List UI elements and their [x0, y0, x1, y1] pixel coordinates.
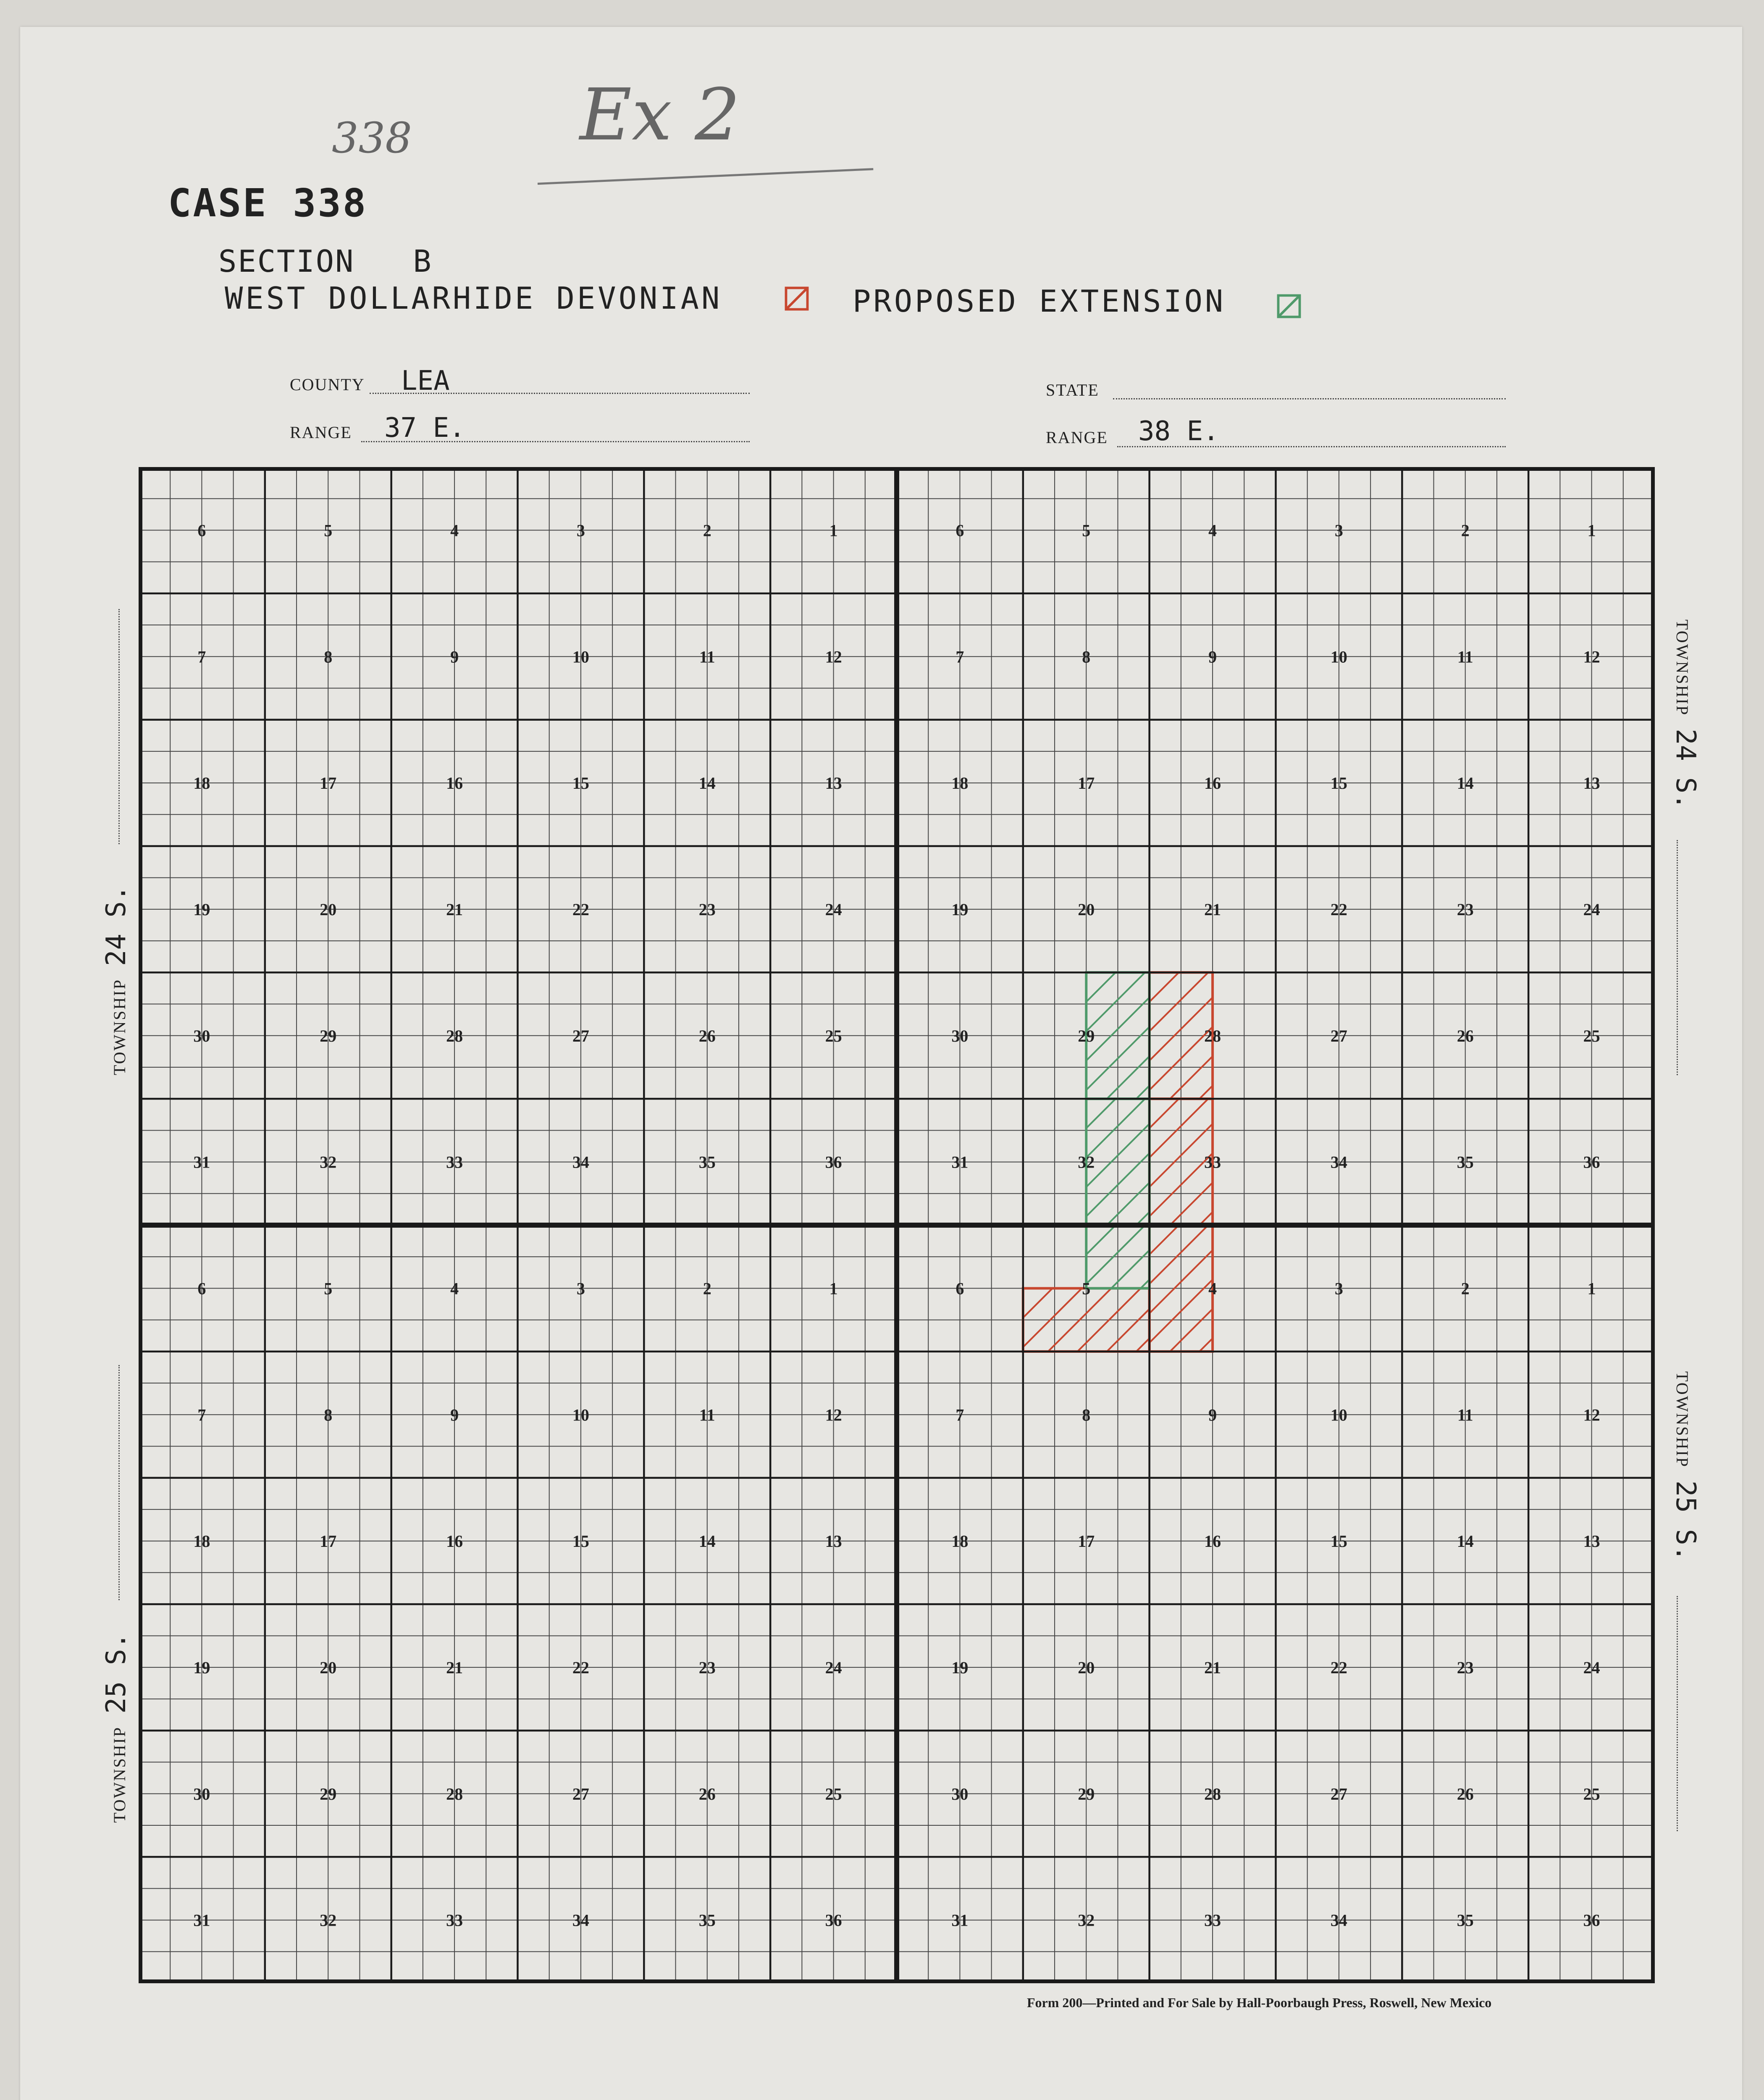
section-number: 30 — [193, 1784, 210, 1803]
section-number: 32 — [320, 1911, 337, 1930]
section-number: 16 — [446, 774, 463, 793]
section-number: 22 — [572, 1658, 589, 1677]
section-number: 17 — [320, 1532, 337, 1551]
section-number: 25 — [825, 1026, 842, 1045]
township-plat-grid — [139, 467, 1655, 1983]
section-number: 7 — [956, 1405, 964, 1425]
section-number: 28 — [1204, 1784, 1221, 1803]
section-number: 12 — [825, 1405, 842, 1425]
section-number: 21 — [1204, 1658, 1221, 1677]
section-number: 32 — [1078, 1152, 1095, 1172]
pool-name: WEST DOLLARHIDE DEVONIAN — [225, 281, 722, 316]
township-word: TOWNSHIP — [110, 1726, 129, 1823]
section-number: 22 — [1330, 1658, 1347, 1677]
section-number: 14 — [1457, 1532, 1474, 1551]
section-number: 19 — [193, 900, 210, 919]
section-number: 29 — [320, 1026, 337, 1045]
section-number: 11 — [699, 647, 715, 667]
section-number: 20 — [320, 1658, 337, 1677]
township-line-left-top — [118, 609, 120, 844]
range-value-left: 37 E. — [384, 412, 465, 444]
township-word: TOWNSHIP — [1673, 1371, 1692, 1468]
section-number: 33 — [1204, 1911, 1221, 1930]
section-number: 16 — [1204, 1532, 1221, 1551]
section-number: 28 — [1204, 1026, 1221, 1045]
section-number: 15 — [1330, 1532, 1347, 1551]
section-number: 11 — [1457, 647, 1473, 667]
section-number: 23 — [698, 900, 716, 919]
section-number: 19 — [193, 1658, 210, 1677]
section-number: 29 — [320, 1784, 337, 1803]
section-number: 19 — [951, 900, 969, 919]
section-number: 25 — [1583, 1026, 1600, 1045]
section-number: 9 — [1208, 1405, 1217, 1425]
section-number: 20 — [1078, 1658, 1095, 1677]
section-number: 27 — [572, 1026, 589, 1045]
section-number: 6 — [956, 521, 964, 540]
section-number: 23 — [1457, 900, 1474, 919]
section-number: 31 — [193, 1911, 210, 1930]
section-number: 30 — [193, 1026, 210, 1045]
section-number: 15 — [1330, 774, 1347, 793]
section-number: 9 — [1208, 647, 1217, 667]
section-number: 22 — [572, 900, 589, 919]
section-number: 19 — [951, 1658, 969, 1677]
section-number: 33 — [446, 1152, 463, 1172]
section-number: 25 — [1583, 1784, 1600, 1803]
section-number: 18 — [951, 774, 969, 793]
township-line-right-bottom — [1677, 1596, 1678, 1831]
section-number: 26 — [1457, 1026, 1474, 1045]
section-number: 11 — [1457, 1405, 1473, 1425]
township-number: 25 S. — [101, 1633, 132, 1714]
section-number: 10 — [572, 647, 589, 667]
section-number: 20 — [1078, 900, 1095, 919]
section-number: 34 — [572, 1911, 589, 1930]
section-number: 34 — [572, 1152, 589, 1172]
section-number: 32 — [1078, 1911, 1095, 1930]
section-number: 36 — [1583, 1911, 1600, 1930]
state-line — [1113, 398, 1506, 399]
section-number: 35 — [1457, 1911, 1474, 1930]
township-word: TOWNSHIP — [1673, 620, 1692, 716]
section-number: 6 — [956, 1279, 964, 1298]
existing-pool-legend-swatch — [785, 286, 809, 311]
section-number: 27 — [572, 1784, 589, 1803]
section-number: 17 — [320, 774, 337, 793]
extension-label: PROPOSED EXTENSION — [853, 284, 1226, 319]
section-number: 3 — [1334, 1279, 1343, 1298]
section-number: 8 — [324, 1405, 333, 1425]
township-line-right-top — [1677, 840, 1678, 1075]
section-number: 4 — [1208, 521, 1217, 540]
section-number: 15 — [572, 774, 589, 793]
section-number: 29 — [1078, 1026, 1095, 1045]
section-number: 26 — [698, 1784, 716, 1803]
section-number: 34 — [1330, 1911, 1347, 1930]
section-number: 24 — [825, 900, 842, 919]
section-number: 35 — [1457, 1152, 1474, 1172]
range-value-right: 38 E. — [1138, 416, 1219, 447]
township-label-right-top — [1670, 620, 1701, 810]
township-line-left-bottom — [118, 1365, 120, 1600]
section-number: 16 — [446, 1532, 463, 1551]
section-number: 5 — [324, 521, 333, 540]
section-number: 18 — [193, 1532, 210, 1551]
case-title: CASE 338 — [168, 181, 368, 226]
section-number: 25 — [825, 1784, 842, 1803]
section-number: 23 — [698, 1658, 716, 1677]
township-number: 24 S. — [1670, 728, 1701, 810]
section-number: 29 — [1078, 1784, 1095, 1803]
section-number: 6 — [197, 1279, 206, 1298]
section-number: 2 — [1461, 521, 1470, 540]
section-number: 5 — [1082, 521, 1091, 540]
section-number: 16 — [1204, 774, 1221, 793]
section-number: 10 — [572, 1405, 589, 1425]
section-number: 20 — [320, 900, 337, 919]
printer-note: Form 200—Printed and For Sale by Hall-Poorbaugh Press, Roswell, New Mexico — [1027, 1995, 1492, 2010]
section-number: 1 — [1587, 521, 1596, 540]
section-number: 2 — [703, 1279, 711, 1298]
section-number: 21 — [446, 1658, 463, 1677]
township-number: 24 S. — [101, 885, 132, 966]
section-number: 4 — [1208, 1279, 1217, 1298]
section-number: 36 — [825, 1152, 842, 1172]
section-lines — [139, 467, 1655, 1983]
county-label: COUNTY — [290, 375, 365, 394]
section-number: 4 — [450, 521, 459, 540]
section-number: 6 — [197, 521, 206, 540]
section-number: 1 — [829, 1279, 838, 1298]
township-label-left-top — [101, 885, 132, 1075]
section-number: 35 — [698, 1152, 716, 1172]
section-number: 27 — [1330, 1026, 1347, 1045]
section-number: 30 — [951, 1026, 969, 1045]
section-number: 28 — [446, 1784, 463, 1803]
county-value: LEA — [401, 365, 450, 396]
section-number: 34 — [1330, 1152, 1347, 1172]
section-number: 14 — [698, 774, 716, 793]
section-number: 36 — [825, 1911, 842, 1930]
section-number: 15 — [572, 1532, 589, 1551]
section-number: 9 — [450, 647, 459, 667]
section-number: 36 — [1583, 1152, 1600, 1172]
section-number: 14 — [698, 1532, 716, 1551]
section-number: 13 — [1583, 1532, 1600, 1551]
township-word: TOWNSHIP — [110, 979, 129, 1075]
section-number: 28 — [446, 1026, 463, 1045]
handwritten-exhibit-label: Ex 2 — [580, 74, 740, 157]
section-number: 17 — [1078, 1532, 1095, 1551]
section-number: 2 — [703, 521, 711, 540]
section-number: 11 — [699, 1405, 715, 1425]
section-number: 3 — [1334, 521, 1343, 540]
section-number: 7 — [956, 647, 964, 667]
section-number: 31 — [193, 1152, 210, 1172]
section-number: 27 — [1330, 1784, 1347, 1803]
section-number: 8 — [324, 647, 333, 667]
section-number: 2 — [1461, 1279, 1470, 1298]
section-number: 5 — [324, 1279, 333, 1298]
range-line-left — [361, 441, 750, 442]
proposed-extension-legend-swatch — [1277, 294, 1301, 318]
range-label-left: RANGE — [290, 423, 352, 442]
section-number: 30 — [951, 1784, 969, 1803]
section-number: 24 — [1583, 900, 1600, 919]
section-number: 7 — [197, 1405, 206, 1425]
section-number: 35 — [698, 1911, 716, 1930]
section-number: 10 — [1330, 647, 1347, 667]
section-number: 12 — [1583, 1405, 1600, 1425]
range-line-right — [1117, 446, 1506, 447]
section-number: 23 — [1457, 1658, 1474, 1677]
section-label: SECTION B — [218, 244, 433, 279]
section-number: 14 — [1457, 774, 1474, 793]
section-number: 8 — [1082, 1405, 1091, 1425]
township-label-left-bottom — [101, 1633, 132, 1823]
section-number: 31 — [951, 1911, 969, 1930]
section-number: 13 — [1583, 774, 1600, 793]
section-number: 32 — [320, 1152, 337, 1172]
section-number: 17 — [1078, 774, 1095, 793]
section-number: 12 — [825, 647, 842, 667]
county-line — [370, 393, 750, 394]
section-number: 4 — [450, 1279, 459, 1298]
section-number: 8 — [1082, 647, 1091, 667]
section-number: 1 — [1587, 1279, 1596, 1298]
handwritten-case-number: 338 — [332, 113, 412, 163]
section-number: 3 — [576, 1279, 585, 1298]
section-number: 18 — [951, 1532, 969, 1551]
township-number: 25 S. — [1670, 1480, 1701, 1562]
section-number: 33 — [1204, 1152, 1221, 1172]
section-number: 5 — [1082, 1279, 1091, 1298]
section-number: 24 — [1583, 1658, 1600, 1677]
range-label-right: RANGE — [1046, 428, 1108, 447]
section-number: 1 — [829, 521, 838, 540]
section-number: 24 — [825, 1658, 842, 1677]
section-number: 13 — [825, 774, 842, 793]
section-number: 9 — [450, 1405, 459, 1425]
section-number: 21 — [1204, 900, 1221, 919]
section-number: 26 — [1457, 1784, 1474, 1803]
section-number: 33 — [446, 1911, 463, 1930]
section-number: 18 — [193, 774, 210, 793]
township-label-right-bottom — [1670, 1371, 1701, 1562]
section-number: 13 — [825, 1532, 842, 1551]
state-label: STATE — [1046, 381, 1099, 399]
section-number: 10 — [1330, 1405, 1347, 1425]
section-number: 22 — [1330, 900, 1347, 919]
section-number: 31 — [951, 1152, 969, 1172]
section-number: 7 — [197, 647, 206, 667]
section-number: 3 — [576, 521, 585, 540]
section-number: 12 — [1583, 647, 1600, 667]
section-number: 21 — [446, 900, 463, 919]
section-number: 26 — [698, 1026, 716, 1045]
